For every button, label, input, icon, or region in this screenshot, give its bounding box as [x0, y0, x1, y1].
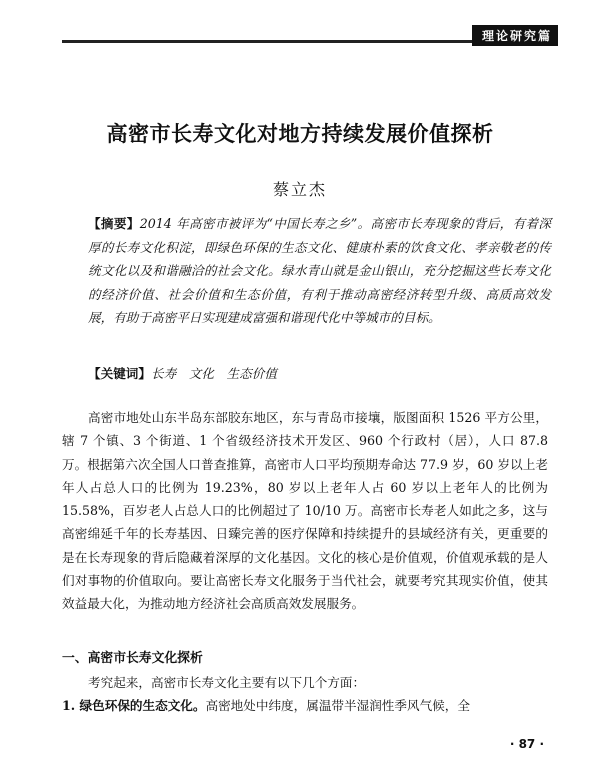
abstract-text: 2014 年高密市被评为“中国长寿之乡”。高密市长寿现象的背后，有着深厚的长寿文化积淀，即绿色环保的生态文化、健康朴素的饮食文化、孝亲敬老的传统文化以及和谐融洽的社会文化。绿水青山就是金山银山，充分挖掘这些长寿文化的经济价值、社会价值和生态价值，有利于推动高密经济转型升级、高质高效发展，有助于高密平日实现建成富强和谐现代化中等城市的目标。 [88, 216, 552, 325]
keywords-text: 长寿 文化 生态价值 [150, 366, 277, 381]
abstract-label: 【摘要】 [88, 216, 140, 231]
item1-text: 高密地处中纬度，属温带半湿润性季风气候，全 [205, 698, 470, 713]
section1-lead: 考究起来，高密市长寿文化主要有以下几个方面： [88, 675, 366, 690]
intro-paragraph: 高密市地处山东半岛东部胶东地区，东与青岛市接壤，版图面积 1526 平方公里，辖 7 个镇、3 个街道、1 个省级经济技术开发区、960 个行政村（居），人口 87.8 万。根据第六次全国人口普查推算，高密市人口平均预期寿命达 77.9 岁，60 岁以上老年人占总人口的比例为 19.23%，80 岁以上老年人占 60 岁以上老年人的比例为 15.58%，百岁老人占总人口的比例超过了 10/10 万。高密市长寿老人如此之多，这与高密绵延千年的长寿基因、日臻完善的医疗保障和持续提升的县域经济有关，更重要的是在长寿现象的背后隐藏着深厚的文化基因。文化的核心是价值观，价值观承载的是人们对事物的价值取向。要让高密长寿文化服务于当代社会，就要考究其现实价值，使其效益最大化，为推动地方经济社会高质高效发展服务。 [62, 410, 548, 612]
keywords [88, 364, 277, 384]
article-author: 蔡立杰 [272, 180, 327, 199]
keywords-label: 【关键词】 [88, 366, 151, 381]
item1-label: 1. 绿色环保的生态文化。 [62, 698, 206, 713]
section1-item-1 [62, 696, 552, 716]
section-tag: 理论研究篇 [472, 25, 558, 46]
article-title: 高密市长寿文化对地方持续发展价值探析 [106, 121, 494, 146]
abstract [88, 212, 551, 330]
page-number: · 87 · [509, 737, 544, 751]
section1-heading: 一、高密市长寿文化探析 [62, 651, 203, 666]
